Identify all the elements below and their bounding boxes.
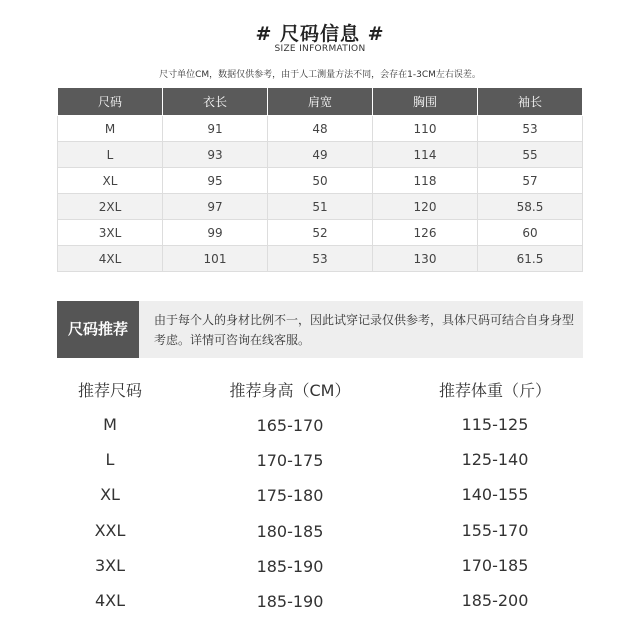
table-cell: 130 — [373, 246, 478, 272]
table-cell: 48 — [268, 116, 373, 142]
table-cell: M — [58, 116, 163, 142]
col-header-length: 衣长 — [163, 88, 268, 116]
recommend-size: XL — [100, 485, 120, 504]
table-row — [58, 246, 583, 272]
recommend-weight: 140-155 — [461, 485, 529, 504]
table-cell: 57 — [478, 168, 583, 194]
recommend-size: 3XL — [94, 556, 126, 575]
size-table — [57, 88, 583, 272]
recommend-row — [0, 450, 640, 480]
table-cell: 55 — [478, 142, 583, 168]
table-cell: 2XL — [58, 194, 163, 220]
table-cell: 91 — [163, 116, 268, 142]
table-cell: 3XL — [58, 220, 163, 246]
table-cell: 58.5 — [478, 194, 583, 220]
table-cell: 53 — [478, 116, 583, 142]
recommend-weight: 170-185 — [461, 556, 529, 575]
table-cell: 51 — [268, 194, 373, 220]
recommend-header-row — [0, 378, 640, 408]
table-cell: 53 — [268, 246, 373, 272]
col-header-chest: 胸围 — [373, 88, 478, 116]
recommend-height: 185-190 — [256, 592, 324, 611]
measurement-note: 尺寸单位CM，数据仅供参考，由于人工测量方法不同，会存在1-3CM左右误差。 — [159, 70, 481, 80]
recommend-weight: 115-125 — [461, 415, 529, 434]
table-cell: 99 — [163, 220, 268, 246]
recommend-header-height: 推荐身高（CM） — [229, 381, 351, 400]
table-cell: 52 — [268, 220, 373, 246]
table-cell: 49 — [268, 142, 373, 168]
recommend-row — [0, 485, 640, 515]
recommend-weight: 125-140 — [461, 450, 529, 469]
recommend-height: 175-180 — [256, 486, 324, 505]
table-cell: 4XL — [58, 246, 163, 272]
recommend-height: 165-170 — [256, 416, 324, 435]
table-row — [58, 168, 583, 194]
col-header-size: 尺码 — [58, 88, 163, 116]
table-cell: 60 — [478, 220, 583, 246]
recommend-header-weight: 推荐体重（斤） — [438, 381, 551, 400]
recommend-row — [0, 415, 640, 445]
table-cell: 95 — [163, 168, 268, 194]
recommend-row — [0, 591, 640, 621]
table-cell: 50 — [268, 168, 373, 194]
table-cell: 110 — [373, 116, 478, 142]
recommend-header-size: 推荐尺码 — [77, 381, 142, 400]
size-table-header — [58, 88, 583, 116]
recommend-height: 185-190 — [256, 557, 324, 576]
recommend-row — [0, 556, 640, 586]
table-row — [58, 220, 583, 246]
recommend-height: 180-185 — [256, 522, 324, 541]
recommend-size: 4XL — [94, 591, 126, 610]
col-header-shoulder: 肩宽 — [268, 88, 373, 116]
table-cell: 114 — [373, 142, 478, 168]
table-cell: L — [58, 142, 163, 168]
table-cell: XL — [58, 168, 163, 194]
table-row — [58, 142, 583, 168]
table-cell: 101 — [163, 246, 268, 272]
page-title: # 尺码信息 # — [255, 23, 385, 45]
size-recommend-label: 尺码推荐 — [57, 301, 139, 358]
table-cell: 120 — [373, 194, 478, 220]
table-cell: 97 — [163, 194, 268, 220]
col-header-sleeve: 袖长 — [478, 88, 583, 116]
table-cell: 126 — [373, 220, 478, 246]
size-recommend-description: 由于每个人的身材比例不一，因此试穿记录仅供参考，具体尺码可结合自身身型考虑。详情可咨询在线客服。 — [154, 313, 575, 347]
recommend-weight: 155-170 — [461, 521, 529, 540]
table-cell: 93 — [163, 142, 268, 168]
recommend-size: M — [103, 415, 117, 434]
recommend-size: XXL — [94, 521, 126, 540]
table-cell: 61.5 — [478, 246, 583, 272]
table-row — [58, 116, 583, 142]
page-subtitle: SIZE INFORMATION — [274, 44, 366, 54]
recommend-height: 170-175 — [256, 451, 324, 470]
size-recommend-banner — [57, 301, 583, 358]
recommend-weight: 185-200 — [461, 591, 529, 610]
table-cell: 118 — [373, 168, 478, 194]
recommend-row — [0, 521, 640, 551]
recommend-size: L — [105, 450, 115, 469]
table-row — [58, 194, 583, 220]
